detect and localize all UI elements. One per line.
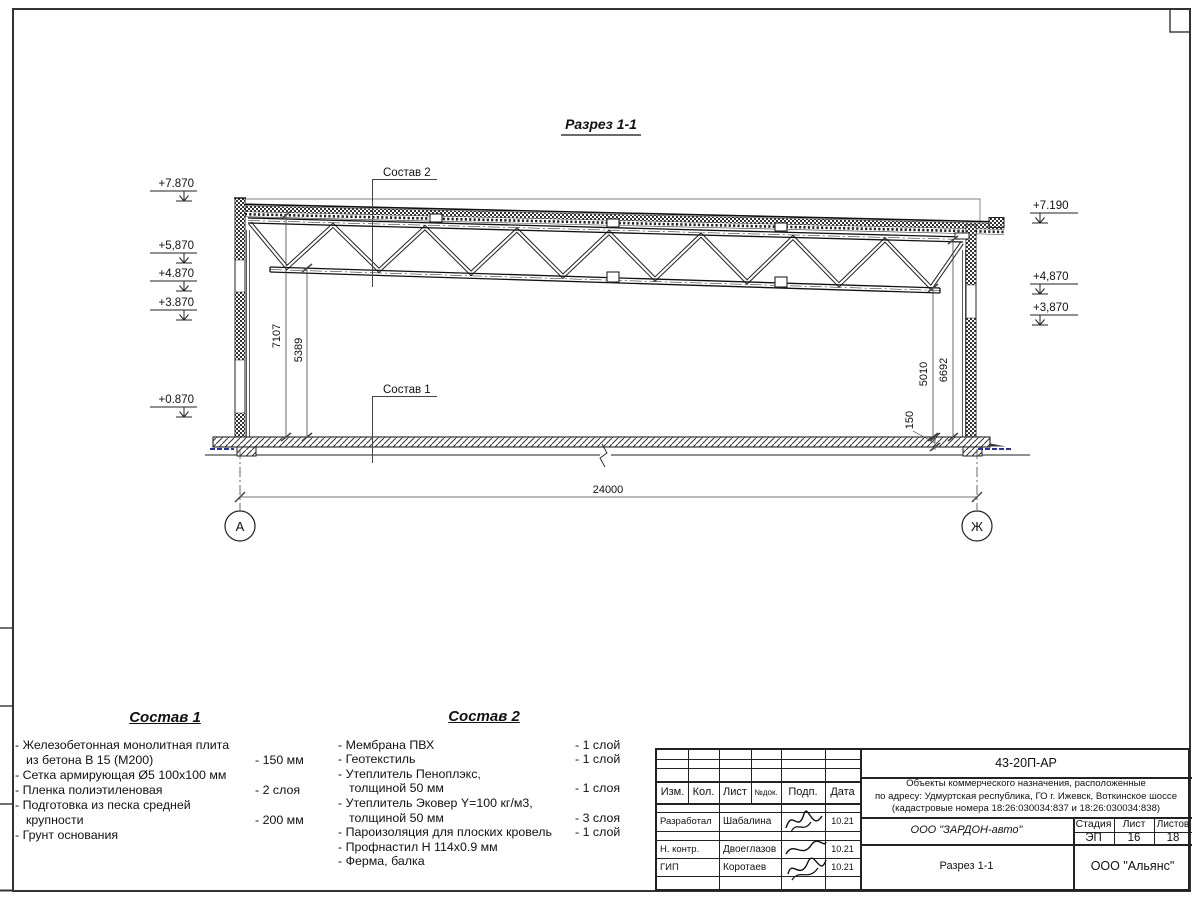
col-header-data: Дата <box>830 785 855 798</box>
elev-4870-r: +4,870 <box>1033 271 1069 283</box>
dim-5010: 5010 <box>918 361 930 387</box>
item-text: толщиной 50 мм <box>349 781 444 796</box>
elev-0870: +0.870 <box>158 394 194 406</box>
leader-sostav1-label: Состав 1 <box>383 384 431 396</box>
list-item <box>15 768 315 783</box>
col-header-list: Лист <box>723 785 747 798</box>
item-text: - Сетка армирующая Ø5 100х100 мм <box>15 768 227 782</box>
list-item <box>15 738 315 768</box>
item-text: крупности <box>26 813 84 827</box>
item-text: из бетона В 15 (М200) <box>26 753 154 767</box>
list-item <box>338 854 630 869</box>
item-text: толщиной 50 мм <box>349 810 444 825</box>
item-text: - Ферма, балка <box>338 854 425 869</box>
dim-6692: 6692 <box>938 357 950 383</box>
item-value: - 2 слоя <box>255 783 301 797</box>
signer-name: Шабалина <box>723 816 772 827</box>
signature-icon <box>783 804 825 836</box>
left-wall <box>234 198 250 447</box>
view-title-text: Разрез 1-1 <box>565 116 637 132</box>
section-name: Разрез 1-1 <box>939 860 994 872</box>
item-text: - Железобетонная монолитная плита <box>15 738 230 752</box>
item-text: - Геотекстиль <box>338 752 416 767</box>
project-description <box>860 777 1192 817</box>
list-item <box>338 738 630 753</box>
sostav1-title: Состав 1 <box>129 709 201 726</box>
elevation-marks-left <box>150 178 197 417</box>
signer-date: 10.21 <box>831 816 854 826</box>
item-text: - Грунт основания <box>15 828 119 842</box>
sostav2-list <box>338 710 630 869</box>
floor-slab <box>205 437 1030 467</box>
span-dimension <box>235 449 982 510</box>
list-item <box>15 828 315 843</box>
elev-3870-l: +3.870 <box>158 297 194 309</box>
item-text: - Подготовка из песка средней <box>15 798 191 812</box>
dim-24000: 24000 <box>592 484 624 496</box>
company-name: ООО "ЗАРДОН-авто" <box>910 824 1023 836</box>
col-header-izm: Изм. <box>660 785 685 798</box>
item-value: - 1 слой <box>575 737 621 752</box>
title-block <box>655 748 1190 891</box>
item-text: - Пленка полиэтиленовая <box>15 783 163 797</box>
item-value: - 200 мм <box>255 813 304 827</box>
axis-zh-label: Ж <box>970 519 984 534</box>
doc-number: 43-20П-АР <box>995 756 1057 770</box>
dim-7107: 7107 <box>271 323 283 349</box>
sostav1-list <box>15 710 315 843</box>
elev-7190: +7.190 <box>1033 200 1069 212</box>
item-text: - Утеплитель Пеноплэкс, <box>338 766 481 781</box>
list-item <box>338 796 630 825</box>
item-text: - Утеплитель Эковер Y=100 кг/м3, <box>338 795 533 810</box>
list-item <box>338 825 630 840</box>
list-item <box>338 752 630 767</box>
item-value: - 1 слой <box>575 825 621 840</box>
signer-role: Н. контр. <box>660 843 700 855</box>
project-line: Объекты коммерческого назначения, расположенные <box>906 778 1146 790</box>
list-item <box>15 798 315 828</box>
sheet-value: 16 <box>1127 832 1141 844</box>
sheet-label: Лист <box>1122 818 1146 830</box>
signer-date: 10.21 <box>831 843 854 854</box>
stage-value: ЭП <box>1085 832 1102 844</box>
col-header-podp: Подп. <box>788 785 818 798</box>
roof-assembly <box>236 204 1004 235</box>
col-header-ndok: №док. <box>754 787 778 797</box>
list-item <box>338 767 630 796</box>
col-header-kol: Кол. <box>692 785 715 798</box>
firm-name: ООО "Альянс" <box>1090 859 1175 873</box>
item-value: - 150 мм <box>255 753 304 767</box>
right-wall <box>955 218 1004 448</box>
dimension-left <box>271 211 312 441</box>
signer-name: Коротаев <box>723 861 767 873</box>
item-value: - 1 слоя <box>575 781 621 796</box>
stage-label: Стадия <box>1075 818 1112 830</box>
leader-sostav2-label: Состав 2 <box>383 167 431 179</box>
elev-5870: +5,870 <box>158 240 194 252</box>
elev-4870-l: +4.870 <box>158 268 194 280</box>
project-line: (кадастровые номера 18:26:030034:837 и 18:26:030034:838) <box>891 803 1161 815</box>
item-text: - Пароизоляция для плоских кровель <box>338 825 552 840</box>
truss-bottom-chord <box>270 267 940 293</box>
project-line: по адресу: Удмуртская республика, ГО г. Ижевск, Воткинское шоссе <box>874 790 1178 802</box>
item-text: - Профнастил Н 114х0.9 мм <box>338 839 498 854</box>
signer-role: Разработал <box>660 816 712 827</box>
item-value: - 3 слоя <box>575 810 621 825</box>
view-title <box>561 116 641 135</box>
signer-date: 10.21 <box>831 861 854 872</box>
sheets-value: 18 <box>1166 832 1180 844</box>
signature-icon <box>782 838 828 884</box>
signer-role: ГИП <box>660 861 679 873</box>
item-value: - 1 слой <box>575 752 621 767</box>
list-item <box>15 783 315 798</box>
elev-3870-r: +3,870 <box>1033 302 1069 314</box>
axis-markers <box>225 511 992 541</box>
leader-sostav1 <box>372 384 437 463</box>
elev-7870: +7.870 <box>158 178 194 190</box>
item-text: - Мембрана ПВХ <box>338 737 435 752</box>
elevation-marks-right <box>1030 200 1078 325</box>
dim-5389: 5389 <box>293 337 305 363</box>
list-item <box>338 840 630 855</box>
axis-a-label: А <box>235 519 245 534</box>
signer-name: Двоеглазов <box>723 843 777 855</box>
sheets-label: Листов <box>1156 819 1190 830</box>
dim-150: 150 <box>904 410 916 430</box>
sostav2-title: Состав 2 <box>448 708 520 725</box>
